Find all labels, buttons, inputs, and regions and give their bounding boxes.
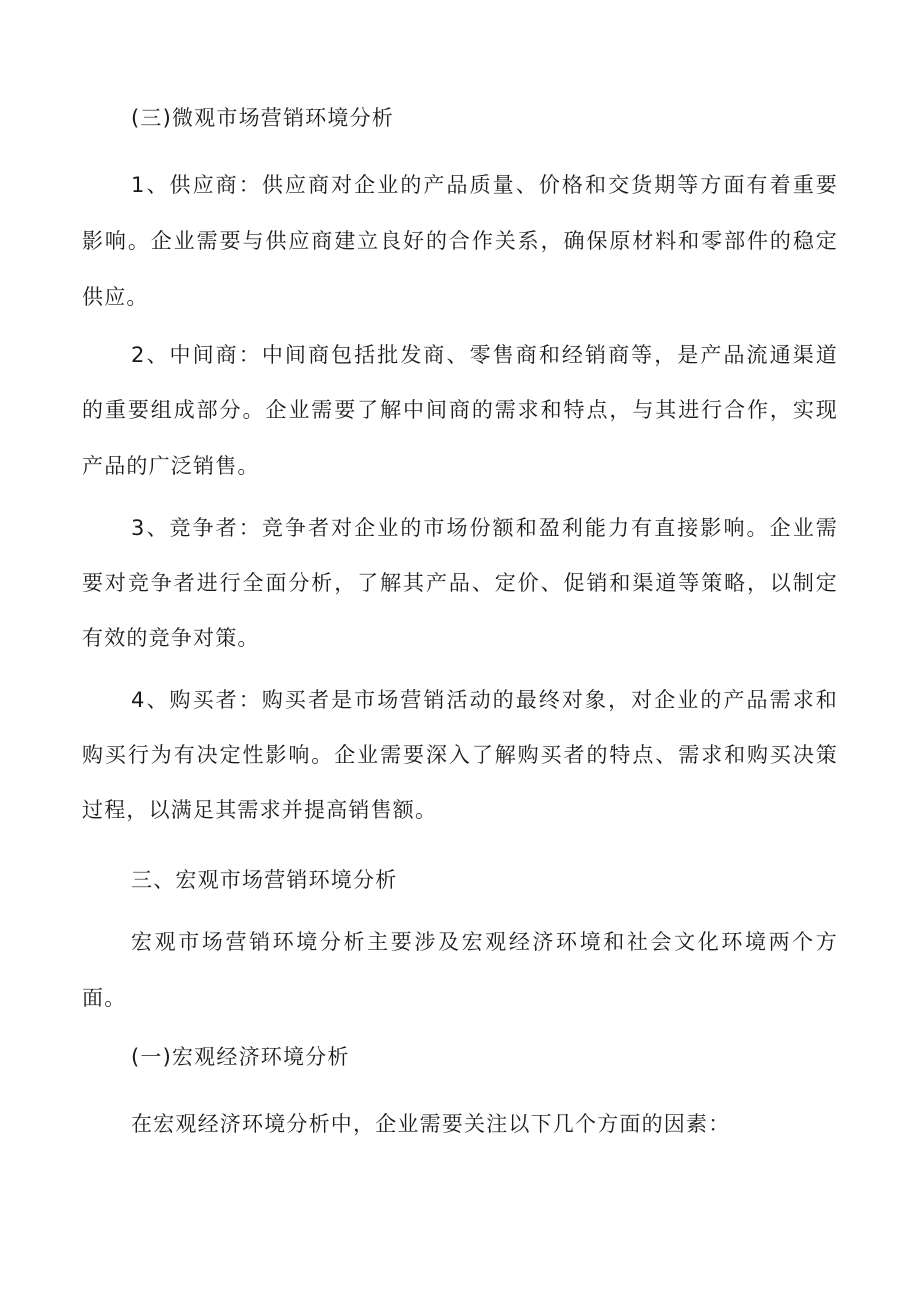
paragraph-suppliers-line-1: 1、供应商：供应商对企业的产品质量、价格和交货期等方面有着重要 <box>131 173 838 197</box>
paragraph-intermediaries-line-2: 的重要组成部分。企业需要了解中间商的需求和特点，与其进行合作，实现 <box>82 398 838 422</box>
paragraph-competitors-line-1: 3、竞争者：竞争者对企业的市场份额和盈利能力有直接影响。企业需 <box>131 516 838 540</box>
paragraph-economic-intro-line-1: 在宏观经济环境分析中，企业需要关注以下几个方面的因素： <box>131 1112 731 1136</box>
paragraph-competitors-line-3: 有效的竞争对策。 <box>82 626 260 650</box>
paragraph-macro-intro-line-2: 面。 <box>82 986 127 1010</box>
section-heading-economic: (一)宏观经济环境分析 <box>131 1045 350 1069</box>
paragraph-buyers-line-1: 4、购买者：购买者是市场营销活动的最终对象，对企业的产品需求和 <box>131 688 838 712</box>
section-heading-micro: (三)微观市场营销环境分析 <box>131 106 394 130</box>
paragraph-buyers-line-3: 过程，以满足其需求并提高销售额。 <box>82 798 438 822</box>
paragraph-suppliers-line-2: 影响。企业需要与供应商建立良好的合作关系，确保原材料和零部件的稳定 <box>82 229 838 253</box>
paragraph-competitors-line-2: 要对竞争者进行全面分析，了解其产品、定价、促销和渠道等策略，以制定 <box>82 571 838 595</box>
paragraph-buyers-line-2: 购买行为有决定性影响。企业需要深入了解购买者的特点、需求和购买决策 <box>82 743 838 767</box>
paragraph-intermediaries-line-3: 产品的广泛销售。 <box>82 454 260 478</box>
paragraph-suppliers-line-3: 供应。 <box>82 285 149 309</box>
paragraph-macro-intro-line-1: 宏观市场营销环境分析主要涉及宏观经济环境和社会文化环境两个方 <box>131 930 838 954</box>
section-heading-macro: 三、宏观市场营销环境分析 <box>131 868 398 892</box>
paragraph-intermediaries-line-1: 2、中间商：中间商包括批发商、零售商和经销商等，是产品流通渠道 <box>131 343 838 367</box>
